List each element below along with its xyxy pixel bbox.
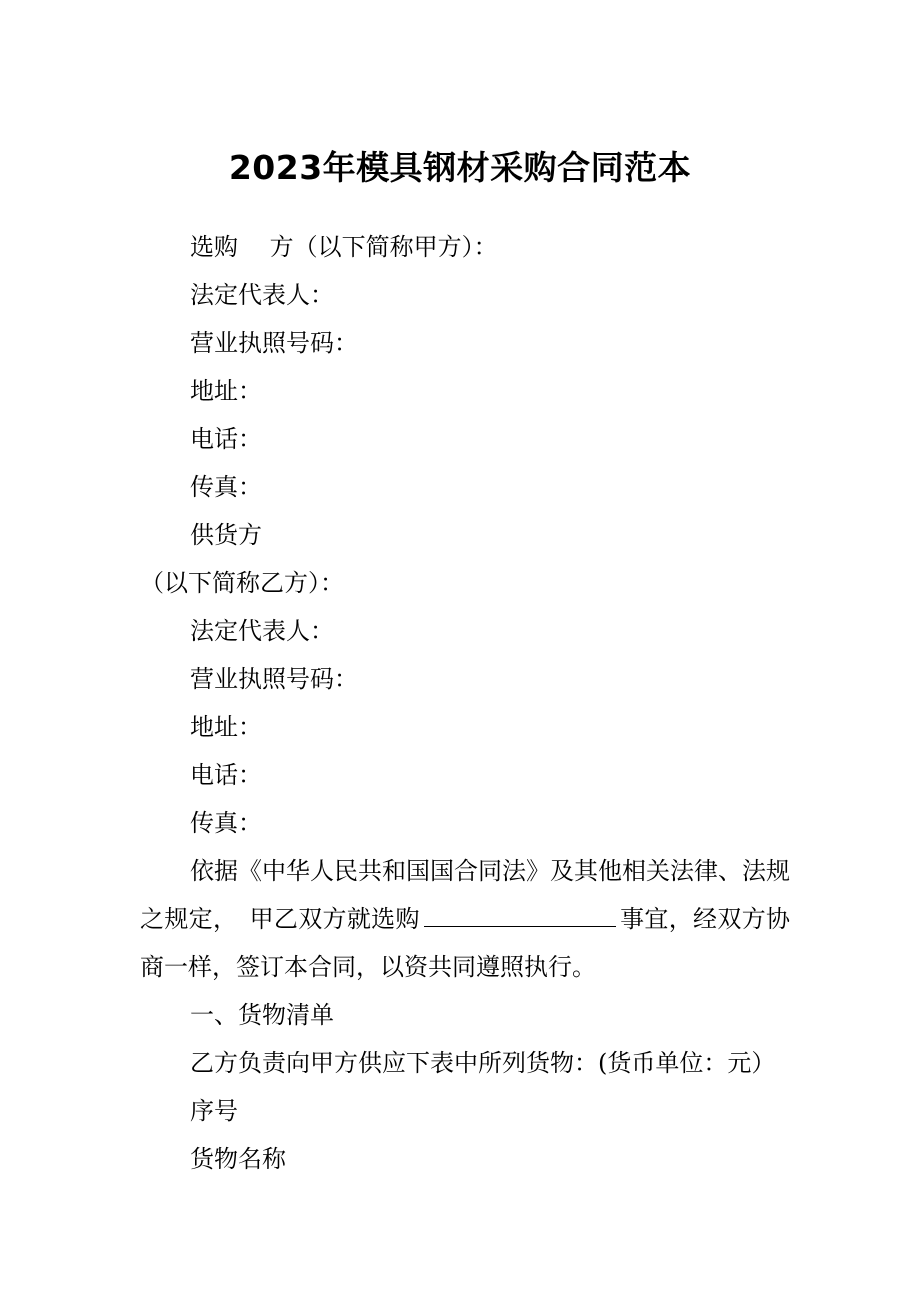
- party-a-phone-label: 电话：: [190, 425, 262, 453]
- preamble-part1: 依据《中华人民共和国国合同法》及其他相关法律、法规之规定， 甲乙双方就选购: [140, 857, 790, 933]
- section1-intro: 乙方负责向甲方供应下表中所列货物：(货币单位：元）: [190, 1049, 776, 1077]
- party-a-representative-label: 法定代表人：: [190, 281, 334, 309]
- party-a-name-label: 选购 方（以下简称甲方）：: [190, 233, 498, 261]
- party-b-representative-label: 法定代表人：: [190, 617, 334, 645]
- party-b-address-label: 地址：: [190, 713, 262, 741]
- preamble-part2: 事宜，经双方协商一样，签订本合同，以资共同遵照执行。: [140, 905, 791, 981]
- party-a-address-label: 地址：: [190, 377, 262, 405]
- party-a-license-label: 营业执照号码：: [190, 329, 358, 357]
- party-b-fax-label: 传真：: [190, 809, 262, 837]
- column-serial-number: 序号: [190, 1097, 238, 1125]
- party-b-abbreviation: （以下简称乙方）：: [140, 569, 344, 597]
- party-b-name-label: 供货方: [190, 521, 262, 549]
- purchase-item-blank: [424, 904, 616, 927]
- preamble-paragraph: [140, 847, 790, 991]
- section1-heading: 一、货物清单: [190, 1001, 334, 1029]
- document-title: 2023年模具钢材采购合同范本: [228, 148, 692, 187]
- party-b-license-label: 营业执照号码：: [190, 665, 358, 693]
- party-a-fax-label: 传真：: [190, 473, 262, 501]
- column-goods-name: 货物名称: [190, 1145, 286, 1173]
- party-b-phone-label: 电话：: [190, 761, 262, 789]
